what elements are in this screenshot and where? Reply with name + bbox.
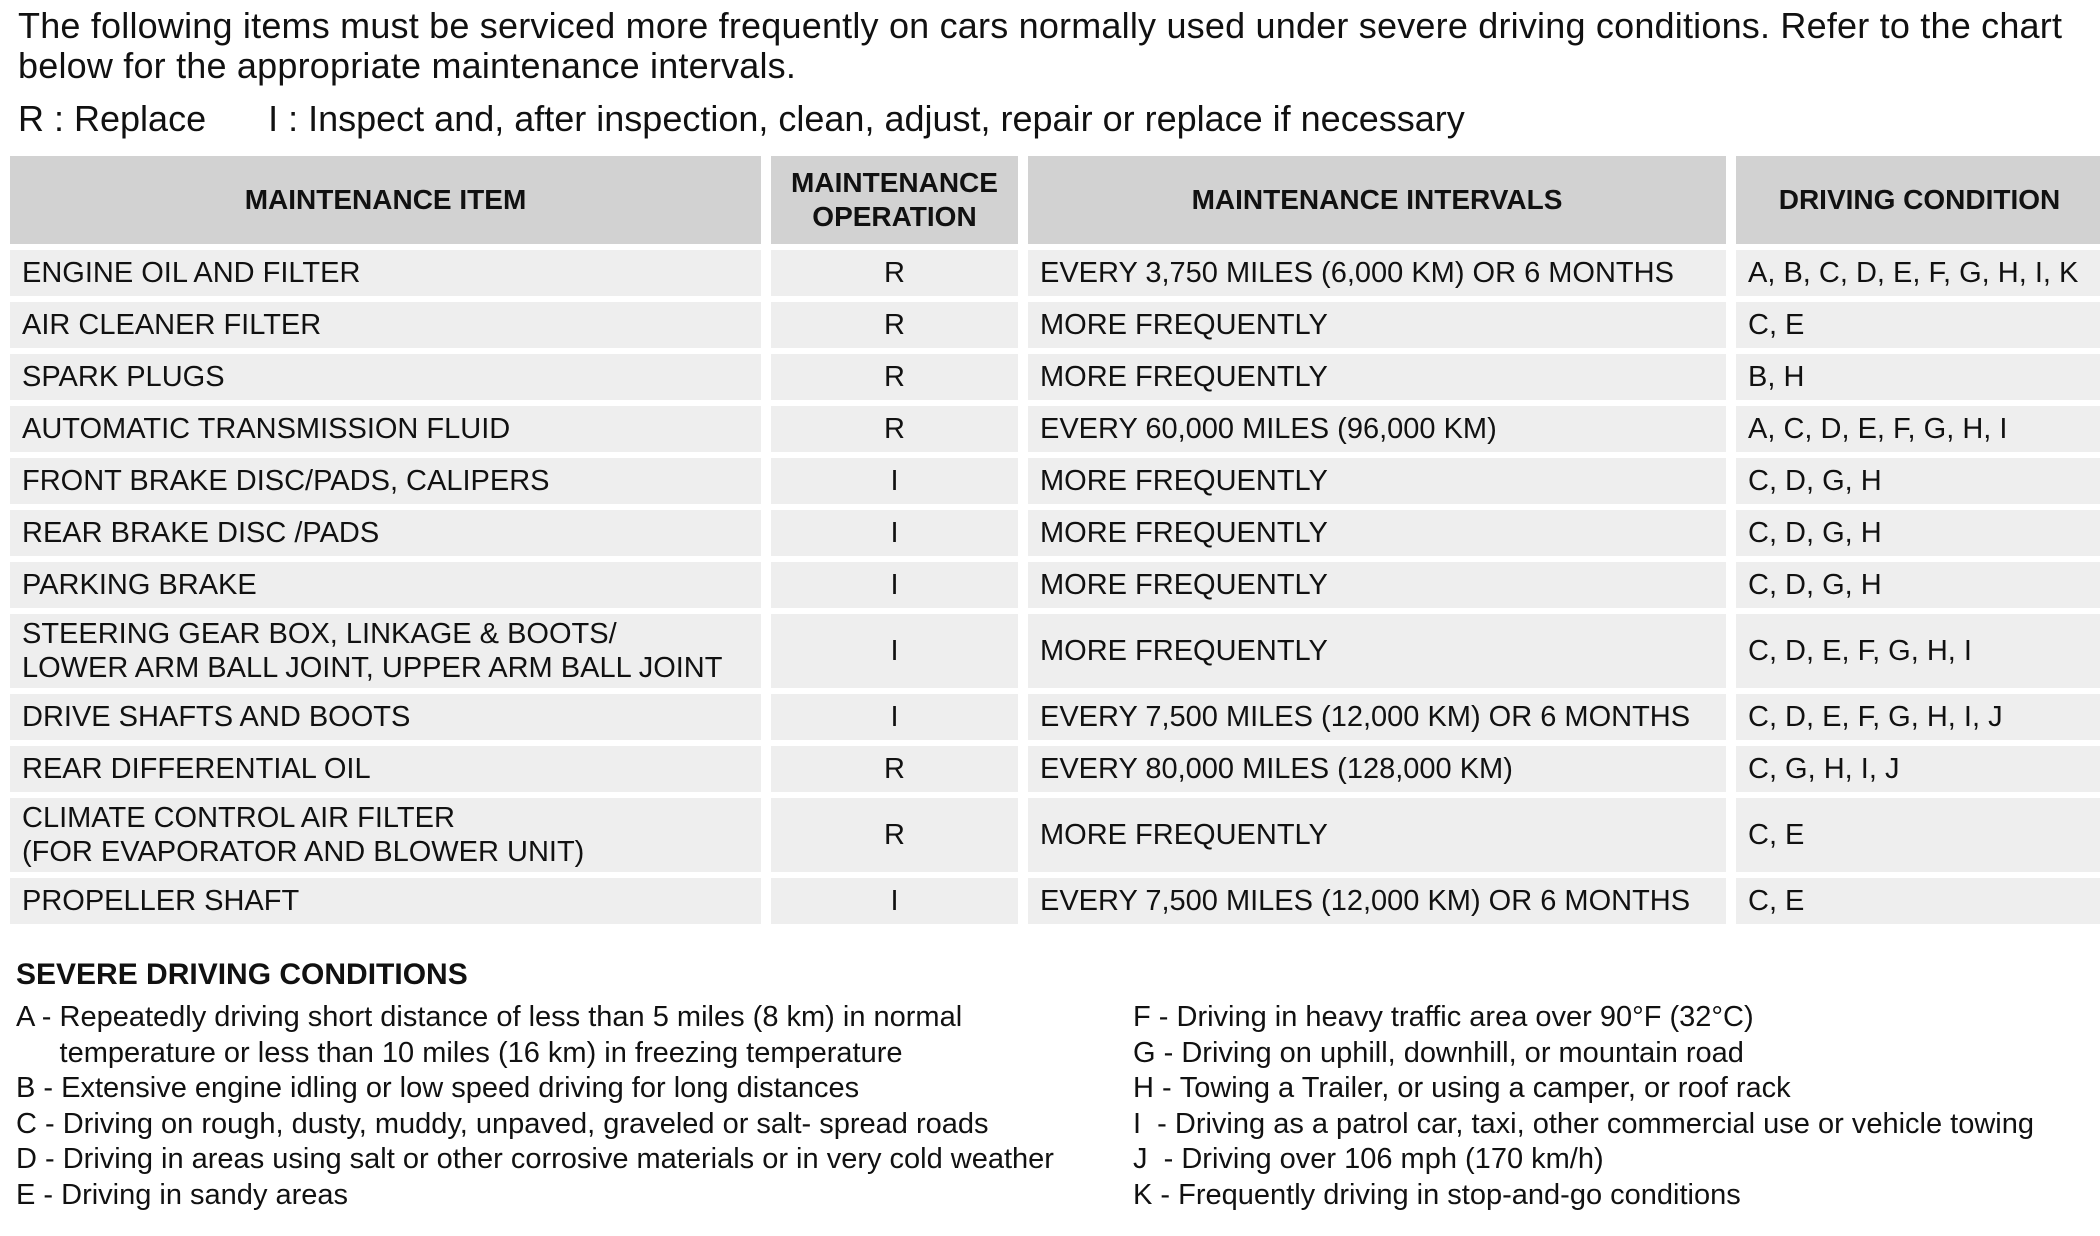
table-row bbox=[10, 746, 2100, 792]
item-cell: DRIVE SHAFTS AND BOOTS bbox=[10, 694, 761, 740]
condition-key: J - bbox=[1133, 1143, 1182, 1175]
condition-cell: C, E bbox=[1736, 302, 2100, 348]
condition-e bbox=[16, 1178, 1096, 1214]
legend-replace: R : Replace bbox=[18, 98, 207, 139]
operation-legend bbox=[18, 98, 1465, 140]
condition-key: D - bbox=[16, 1143, 63, 1175]
interval-cell: MORE FREQUENTLY bbox=[1028, 798, 1726, 872]
table-row bbox=[10, 798, 2100, 872]
condition-text: Driving in areas using salt or other corrosive materials or in very cold weather bbox=[62, 1143, 1054, 1175]
item-cell: AIR CLEANER FILTER bbox=[10, 302, 761, 348]
condition-key: F - bbox=[1133, 1001, 1177, 1033]
condition-cell: C, E bbox=[1736, 798, 2100, 872]
condition-cell: C, D, G, H bbox=[1736, 562, 2100, 608]
interval-cell: EVERY 7,500 MILES (12,000 KM) OR 6 MONTHS bbox=[1028, 878, 1726, 924]
interval-cell: EVERY 80,000 MILES (128,000 KM) bbox=[1028, 746, 1726, 792]
condition-d bbox=[16, 1142, 1096, 1178]
table-row bbox=[10, 694, 2100, 740]
condition-b bbox=[16, 1071, 1096, 1107]
item-cell: ENGINE OIL AND FILTER bbox=[10, 250, 761, 296]
item-cell: PARKING BRAKE bbox=[10, 562, 761, 608]
maintenance-table bbox=[0, 150, 2100, 930]
intro-paragraph: The following items must be serviced more frequently on cars normally used under severe driving conditions. Refer to the chart below for the appropriate maintenance intervals. bbox=[18, 5, 2063, 86]
table-row bbox=[10, 302, 2100, 348]
table-row bbox=[10, 562, 2100, 608]
condition-text: Driving on rough, dusty, muddy, unpaved, graveled or salt- spread roads bbox=[62, 1107, 989, 1140]
condition-cell: C, D, E, F, G, H, I bbox=[1736, 614, 2100, 688]
item-cell: AUTOMATIC TRANSMISSION FLUID bbox=[10, 406, 761, 452]
table-row bbox=[10, 458, 2100, 504]
operation-cell: R bbox=[771, 250, 1018, 296]
header-driving-condition: DRIVING CONDITION bbox=[1736, 156, 2100, 244]
condition-cell: C, D, G, H bbox=[1736, 458, 2100, 504]
interval-cell: MORE FREQUENTLY bbox=[1028, 562, 1726, 608]
interval-cell: MORE FREQUENTLY bbox=[1028, 458, 1726, 504]
condition-cell: C, E bbox=[1736, 878, 2100, 924]
operation-cell: I bbox=[771, 694, 1018, 740]
severe-conditions-right-column bbox=[1133, 1000, 2093, 1213]
condition-key: C - bbox=[16, 1107, 63, 1140]
severe-conditions-title: SEVERE DRIVING CONDITIONS bbox=[16, 958, 468, 991]
condition-k bbox=[1133, 1178, 2093, 1214]
condition-i bbox=[1133, 1107, 2093, 1143]
interval-cell: EVERY 3,750 MILES (6,000 KM) OR 6 MONTHS bbox=[1028, 250, 1726, 296]
operation-cell: I bbox=[771, 562, 1018, 608]
interval-cell: MORE FREQUENTLY bbox=[1028, 354, 1726, 400]
condition-text: Extensive engine idling or low speed driving for long distances bbox=[61, 1072, 860, 1104]
header-operation-line2: OPERATION bbox=[812, 201, 977, 232]
operation-cell: I bbox=[771, 458, 1018, 504]
header-maintenance-item: MAINTENANCE ITEM bbox=[10, 156, 761, 244]
condition-text: Driving as a patrol car, taxi, other commercial use or vehicle towing bbox=[1174, 1107, 2034, 1140]
condition-text: Driving in sandy areas bbox=[61, 1178, 349, 1211]
interval-cell: EVERY 60,000 MILES (96,000 KM) bbox=[1028, 406, 1726, 452]
operation-cell: I bbox=[771, 878, 1018, 924]
interval-cell: MORE FREQUENTLY bbox=[1028, 302, 1726, 348]
item-line-2: (FOR EVAPORATOR AND BLOWER UNIT) bbox=[22, 836, 585, 868]
condition-text: Driving on uphill, downhill, or mountain road bbox=[1181, 1036, 1744, 1069]
table-row bbox=[10, 510, 2100, 556]
item-cell: REAR BRAKE DISC /PADS bbox=[10, 510, 761, 556]
table-header-row bbox=[10, 156, 2100, 244]
severe-conditions-left-column bbox=[16, 1000, 1096, 1213]
header-maintenance-intervals: MAINTENANCE INTERVALS bbox=[1028, 156, 1726, 244]
condition-cell: C, D, G, H bbox=[1736, 510, 2100, 556]
table-row bbox=[10, 614, 2100, 688]
item-cell: FRONT BRAKE DISC/PADS, CALIPERS bbox=[10, 458, 761, 504]
item-cell: SPARK PLUGS bbox=[10, 354, 761, 400]
condition-key: H - bbox=[1133, 1072, 1180, 1104]
condition-j bbox=[1133, 1142, 2093, 1178]
condition-text: Repeatedly driving short distance of less than 5 miles (8 km) in normal temperature or less than 10 miles (16 km) in freezing temperature bbox=[59, 1001, 963, 1069]
item-cell: REAR DIFFERENTIAL OIL bbox=[10, 746, 761, 792]
item-cell bbox=[10, 798, 761, 872]
condition-key: A - bbox=[16, 1001, 60, 1033]
operation-cell: R bbox=[771, 798, 1018, 872]
header-operation-line1: MAINTENANCE bbox=[791, 167, 998, 198]
legend-inspect: I : Inspect and, after inspection, clean, adjust, repair or replace if necessary bbox=[268, 98, 1465, 139]
condition-text: Driving in heavy traffic area over 90°F (32°C) bbox=[1176, 1001, 1754, 1033]
condition-g bbox=[1133, 1036, 2093, 1072]
condition-key: B - bbox=[16, 1072, 62, 1104]
item-line-1: CLIMATE CONTROL AIR FILTER bbox=[22, 802, 455, 834]
condition-cell: C, D, E, F, G, H, I, J bbox=[1736, 694, 2100, 740]
table-row bbox=[10, 354, 2100, 400]
condition-text: Frequently driving in stop-and-go conditions bbox=[1178, 1178, 1741, 1211]
table-row bbox=[10, 878, 2100, 924]
table-row bbox=[10, 406, 2100, 452]
item-line-1: STEERING GEAR BOX, LINKAGE & BOOTS/ bbox=[22, 618, 617, 650]
condition-c bbox=[16, 1107, 1096, 1143]
condition-cell: A, B, C, D, E, F, G, H, I, K bbox=[1736, 250, 2100, 296]
condition-key: G - bbox=[1133, 1036, 1182, 1069]
condition-key: E - bbox=[16, 1178, 62, 1211]
condition-a bbox=[16, 1000, 1096, 1071]
condition-key: I - bbox=[1133, 1107, 1175, 1140]
operation-cell: R bbox=[771, 302, 1018, 348]
condition-text: Driving over 106 mph (170 km/h) bbox=[1181, 1143, 1604, 1175]
condition-cell: C, G, H, I, J bbox=[1736, 746, 2100, 792]
operation-cell: R bbox=[771, 354, 1018, 400]
operation-cell: R bbox=[771, 406, 1018, 452]
condition-text: Towing a Trailer, or using a camper, or roof rack bbox=[1179, 1072, 1791, 1104]
table-row bbox=[10, 250, 2100, 296]
header-maintenance-operation bbox=[771, 156, 1018, 244]
item-line-2: LOWER ARM BALL JOINT, UPPER ARM BALL JOINT bbox=[22, 652, 723, 684]
condition-h bbox=[1133, 1071, 2093, 1107]
operation-cell: I bbox=[771, 614, 1018, 688]
operation-cell: R bbox=[771, 746, 1018, 792]
interval-cell: MORE FREQUENTLY bbox=[1028, 510, 1726, 556]
condition-f bbox=[1133, 1000, 2093, 1036]
item-cell: PROPELLER SHAFT bbox=[10, 878, 761, 924]
interval-cell: MORE FREQUENTLY bbox=[1028, 614, 1726, 688]
condition-cell: B, H bbox=[1736, 354, 2100, 400]
condition-key: K - bbox=[1133, 1178, 1179, 1211]
operation-cell: I bbox=[771, 510, 1018, 556]
interval-cell: EVERY 7,500 MILES (12,000 KM) OR 6 MONTHS bbox=[1028, 694, 1726, 740]
item-cell bbox=[10, 614, 761, 688]
condition-cell: A, C, D, E, F, G, H, I bbox=[1736, 406, 2100, 452]
